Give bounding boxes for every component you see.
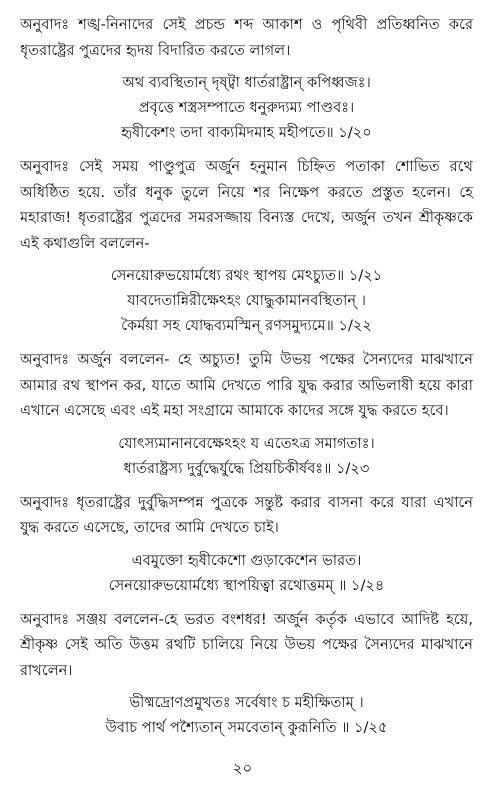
verse-line: প্রবৃত্তে শস্ত্রসম্পাতে ধনুরুদ্যম্য পাণ্ডবঃ। (138, 99, 355, 116)
verse-line: সেনয়োরুভয়োর্মধ্যে স্থাপয়িত্বা রথোত্তমম্ ॥ ১/২৪ (108, 576, 385, 594)
verse-block-1-23 (20, 431, 473, 481)
translation-paragraph-5: অনুবাদঃ সঞ্জয় বললেন-হে ভরত বংশধর! অর্জুন কর্তৃক এভাবে আদিষ্ট হয়ে, শ্রীকৃষ্ণ সেই অতি উত্তম রথটি চালিয়ে নিয়ে উভয় পক্ষের সৈন্যদের মাঝখানে রাখলেন। (20, 610, 473, 679)
translation-paragraph-2: অনুবাদঃ সেই সময় পাণ্ডুপুত্র অর্জুন হনুমান চিহ্নিত পতাকা শোভিত রথে অধিষ্ঠিত হয়ে. তাঁর ধনুক তুলে নিয়ে শর নিক্ষেপ করতে প্রস্তুত হলেন। হে মহারাজ! ধৃতরাষ্ট্রের পুত্রদের সমরসজ্জায় বিন্যস্ত দেখে, অর্জুন তখন শ্রীকৃষ্ণকে এই কথাগুলি বললেন- (20, 158, 473, 252)
verse-line: এবমুক্তো হৃষীকেশো গুড়াকেশেন ভারত। (131, 551, 362, 569)
translation-paragraph-3: অনুবাদঃ অর্জুন বললেন- হে অচ্যুত! তুমি উভয় পক্ষের সৈন্যদের মাঝখানে আমার রথ স্থাপন কর, যাতে আমি দেখতে পারি যুদ্ধ করার অভিলাষী হয়ে কারা এখানে এসেছে এবং এই মহা সংগ্রামে আমাকে কাদের সঙ্গে যুদ্ধ করতে হবে। (20, 351, 473, 419)
verse-line: কৈর্ময়া সহ যোদ্ধব্যমস্মিন্ রণসমুদ্যমে॥ ১/২২ (121, 317, 372, 334)
verse-line: যোৎস্যমানানবেক্ষেঽহং য এতেঽত্র সমাগতাঃ। (118, 434, 375, 452)
verse-line: উবাচ পার্থ পশ্যৈতান্ সমবেতান্ কুরূনিতি ॥ ১/২৫ (105, 719, 388, 736)
verse-block-1-25 (20, 690, 473, 740)
verse-line: ধার্তরাষ্ট্রস্য দুর্বুদ্ধের্যুদ্ধে প্রিয়চিকীর্ষবঃ॥ ১/২৩ (123, 459, 370, 477)
translation-paragraph-4: অনুবাদঃ ধৃতরাষ্ট্রের দুর্বুদ্ধিসম্পন্ন পুত্রকে সন্তুষ্ট করার বাসনা করে যারা এখানে যুদ্ধ করতে এসেছে, তাদের আমি দেখতে চাই। (20, 493, 473, 536)
verse-block-1-20 (20, 70, 473, 145)
verse-line: সেনয়োরুভয়োর্মধ্যে রথং স্থাপয় মেঽচ্যুত॥ ১/২১ (110, 267, 383, 284)
page-number: ২০ (232, 759, 253, 777)
verse-line: ভীষ্মদ্রোণপ্রমুখতঃ সর্বেষাং চ মহীক্ষিতাম্ । (129, 694, 364, 711)
translation-paragraph-1: অনুবাদঃ শঙ্খ-নিনাদের সেই প্রচন্ড শব্দ আকাশ ও পৃথিবী প্রতিধ্বনিত করে ধৃতরাষ্ট্রের পুত্রদের হৃদয় বিদারিত করতে লাগল। (20, 16, 473, 59)
verse-line: যাবদেতান্নিরীক্ষেঽহং যোদ্ধুকামানবস্থিতান্ । (127, 292, 366, 309)
verse-line: অথ ব্যবস্থিতান্ দৃষ্ট্বা ধার্তরাষ্ট্রান্ কপিধ্বজঃ। (122, 74, 371, 91)
verse-block-1-24 (20, 548, 473, 598)
verse-line: হৃষীকেশং তদা বাক্যমিদমাহ মহীপতে॥ ১/২০ (121, 124, 372, 141)
verse-block-1-21-22 (20, 263, 473, 338)
